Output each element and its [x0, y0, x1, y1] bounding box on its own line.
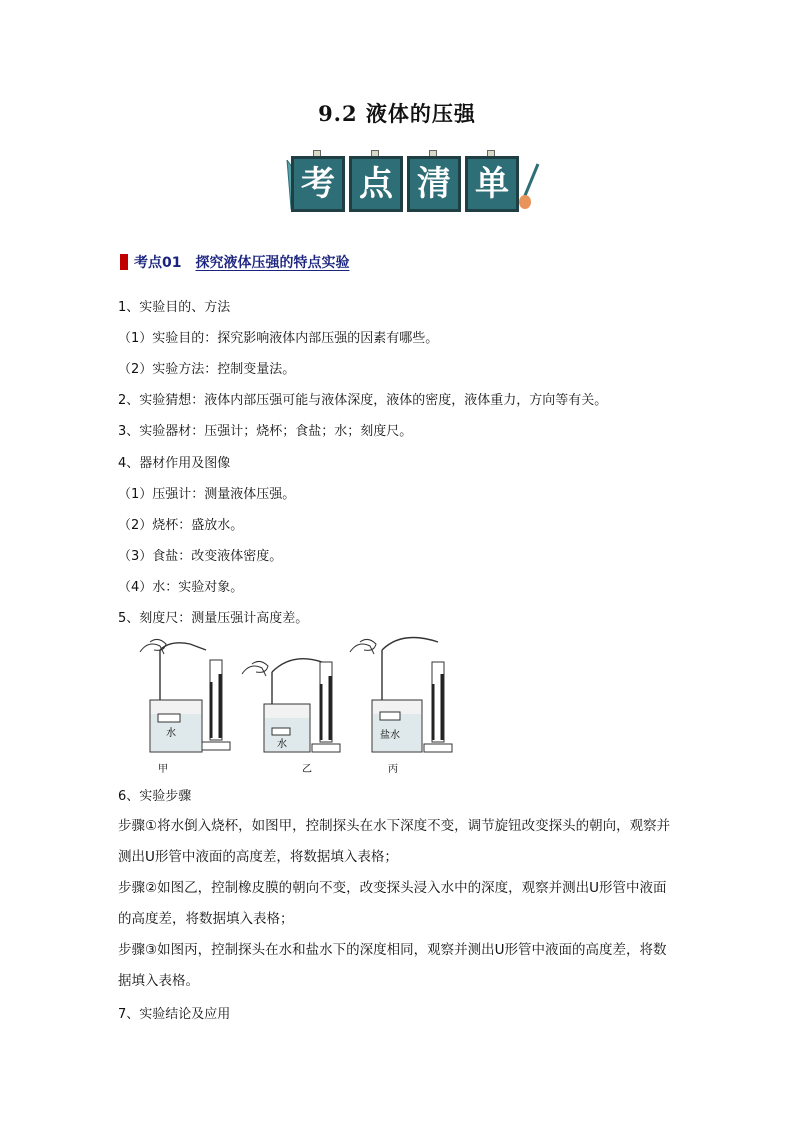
section-heading: [120, 252, 349, 272]
text-line: （3）食盐：改变液体密度。: [118, 549, 283, 564]
page-title: 9.2 液体的压强: [318, 101, 476, 126]
liquid-label: 水: [277, 739, 287, 750]
text-line: （4）水：实验对象。: [118, 580, 244, 595]
banner-char: 清: [407, 156, 461, 212]
conclusion-heading: 7、实验结论及应用: [118, 1007, 231, 1022]
text-line: （1）实验目的：探究影响液体内部压强的因素有哪些。: [118, 331, 439, 346]
section-label: 考点01: [134, 255, 182, 271]
text-line: （2）烧杯：盛放水。: [118, 518, 244, 533]
panel-caption: 甲: [158, 764, 168, 775]
section-text: 探究液体压强的特点实验: [195, 255, 350, 271]
panel-yi: [242, 659, 340, 775]
panel-caption: 乙: [302, 764, 312, 775]
step-paragraph: 步骤③如图丙，控制探头在水和盐水下的深度相同，观察并测出U形管中液面的高度差，将数据填入表格。: [118, 942, 667, 989]
banner-char: 点: [349, 156, 403, 212]
banner-char: 单: [465, 156, 519, 212]
heading-marker: [120, 254, 128, 270]
liquid-label: 盐水: [380, 730, 400, 741]
text-line: 1、实验目的、方法: [118, 300, 231, 315]
text-line: 2、实验猜想：液体内部压强可能与液体深度，液体的密度，液体重力，方向等有关。: [118, 393, 608, 408]
brush-icon: [518, 162, 540, 212]
text-line: 3、实验器材：压强计；烧杯；食盐；水；刻度尺。: [118, 424, 413, 439]
text-line: （1）压强计：测量液体压强。: [118, 487, 296, 502]
banner-char: 考: [291, 156, 345, 212]
liquid-label: 水: [166, 728, 176, 739]
panel-bing: [350, 638, 452, 776]
text-line: （2）实验方法：控制变量法。: [118, 362, 296, 377]
section-banner: [285, 150, 540, 222]
step-paragraph: 步骤①将水倒入烧杯，如图甲，控制探头在水下深度不变，调节旋钮改变探头的朝向，观察并测出U形管中液面的高度差，将数据填入表格；: [118, 818, 671, 865]
panel-caption: 丙: [388, 764, 398, 775]
experiment-figure: [122, 632, 482, 778]
step-paragraph: 步骤②如图乙，控制橡皮膜的朝向不变，改变探头浸入水中的深度，观察并测出U形管中液面的高度差，将数据填入表格；: [118, 880, 667, 927]
text-line: 5、刻度尺：测量压强计高度差。: [118, 611, 309, 626]
panel-jia: [140, 639, 230, 775]
text-line: 4、器材作用及图像: [118, 456, 231, 471]
steps-heading: 6、实验步骤: [118, 789, 192, 804]
